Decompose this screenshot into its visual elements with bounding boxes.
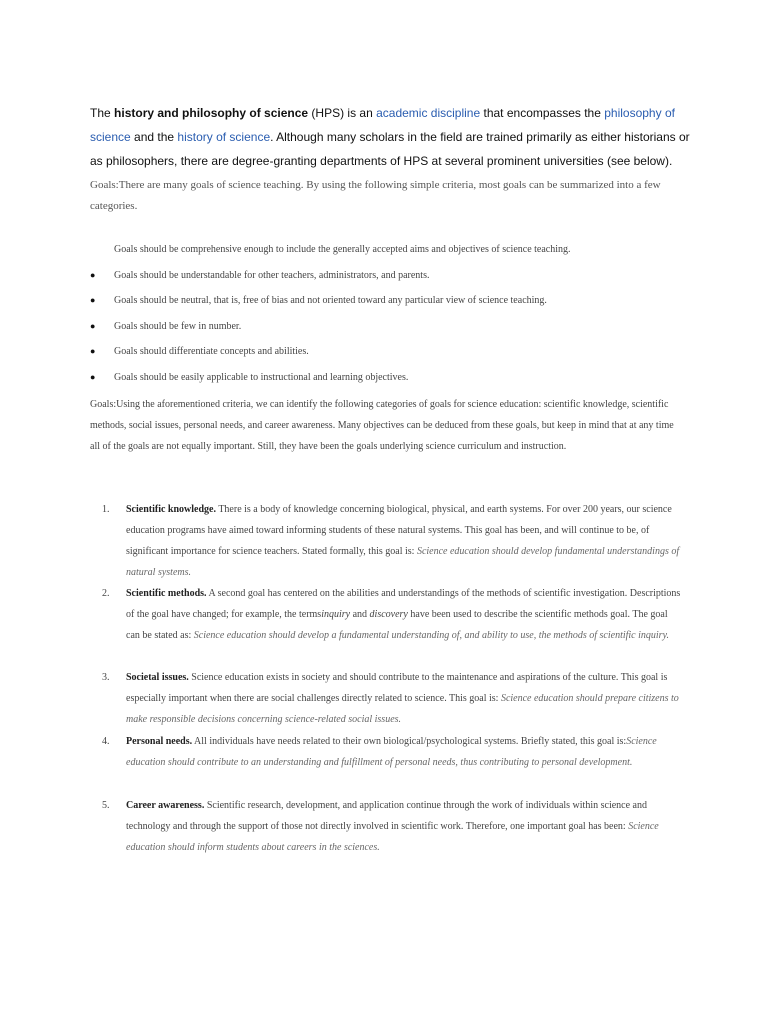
criteria-text: Goals should differentiate concepts and abilities. <box>114 346 309 357</box>
bullet-icon: ● <box>90 346 96 356</box>
item-title: Career awareness. <box>126 800 205 811</box>
item-text: and <box>350 609 370 620</box>
bullet-icon: ● <box>90 372 96 382</box>
item-body <box>126 731 682 773</box>
list-item <box>90 321 690 335</box>
item-title: Personal needs. <box>126 736 193 747</box>
list-item <box>90 270 690 284</box>
criteria-text: Goals should be neutral, that is, free of bias and not oriented toward any particular view of science teaching. <box>114 295 547 306</box>
item-text: All individuals have needs related to their own biological/psychological systems. Briefly stated, this goal is: <box>192 736 627 747</box>
list-item <box>90 244 690 258</box>
item-number: 1. <box>102 504 110 515</box>
item-title: Scientific knowledge. <box>126 504 216 515</box>
philosophy-of-science-link[interactable]: philosophy of science <box>90 106 675 144</box>
criteria-text: Goals should be comprehensive enough to include the generally accepted aims and objectives of science teaching. <box>114 244 571 255</box>
item-statement: Science education should inform students about careers in the sciences. <box>126 821 659 853</box>
item-title: Societal issues. <box>126 672 189 683</box>
item-text: Scientific research, development, and application continue through the work of individuals within science and technology and through the support of those not directly involved in scientific work. Therefore, one important goal has been: <box>126 800 647 832</box>
bullet-icon: ● <box>90 270 96 280</box>
intro-encompasses: that encompasses the <box>480 106 605 120</box>
intro-rest: . Although many scholars in the field are trained primarily as either historians or as philosophers, there are degree-granting departments of HPS at several prominent universities (see below). <box>90 130 690 168</box>
item-body <box>126 795 682 858</box>
item-body <box>126 583 682 646</box>
item-statement: Science education should develop a fundamental understanding of, and ability to use, the methods of scientific inquiry. <box>193 630 669 641</box>
item-number: 4. <box>102 736 110 747</box>
bullet-icon: ● <box>90 295 96 305</box>
hps-bold-term: history and philosophy of science <box>114 106 309 120</box>
item-text: Science education exists in society and should contribute to the maintenance and aspirations of the culture. This goal is especially important when there are social challenges directly related to science. This goal is: <box>126 672 668 704</box>
item-italic-term: discovery <box>369 609 408 620</box>
item-body <box>126 499 682 583</box>
list-item <box>90 295 690 309</box>
list-item <box>90 372 690 386</box>
item-text: have been used to describe the scientific methods goal. The goal can be stated as: <box>126 609 668 641</box>
bullet-icon: ● <box>90 321 96 331</box>
item-number: 3. <box>102 672 110 683</box>
intro-the: The <box>90 106 111 120</box>
criteria-text: Goals should be few in number. <box>114 321 242 332</box>
goals-intro-paragraph: Goals:There are many goals of science teaching. By using the following simple criteria, most goals can be summarized into a few categories. <box>90 179 661 212</box>
history-of-science-link[interactable]: history of science <box>177 130 271 144</box>
academic-discipline-link[interactable]: academic discipline <box>376 106 481 120</box>
item-statement: Science education should develop fundamental understandings of natural systems. <box>126 546 680 578</box>
intro-paragraph <box>90 101 690 173</box>
item-statement: Science education should contribute to an understanding and fulfillment of personal needs, thus contributing to personal development. <box>126 736 657 768</box>
item-number: 2. <box>102 588 110 599</box>
intro-and-the: and the <box>130 130 178 144</box>
item-body <box>126 667 682 730</box>
item-statement: Science education should prepare citizens to make responsible decisions concerning science-related social issues. <box>126 693 679 725</box>
item-text: A second goal has centered on the abilities and understandings of the methods of scientific investigation. Descriptions of the goal have changed; for example, the terms <box>126 588 681 620</box>
item-text: There is a body of knowledge concerning biological, physical, and earth systems. For over 200 years, our science education programs have aimed toward informing students of these natural systems. This goal has been, and will continue to be, of significant importance for science teachers. Stated formally, this goal is: <box>126 504 672 557</box>
item-title: Scientific methods. <box>126 588 207 599</box>
intro-hps-abbrev: (HPS) is an <box>308 106 377 120</box>
criteria-text: Goals should be easily applicable to instructional and learning objectives. <box>114 372 409 383</box>
item-italic-term: inquiry <box>321 609 351 620</box>
item-number: 5. <box>102 800 110 811</box>
list-item <box>90 346 690 360</box>
goals-categories-paragraph: Goals:Using the aforementioned criteria, we can identify the following categories of goals for science education: scientific knowledge, scientific methods, social issues, personal needs, and career awareness. Many objectives can be deduced from these goals, but keep in mind that at any time all of the goals are not equally important. Still, they have been the goals underlying science curriculum and instruction. <box>90 399 674 452</box>
criteria-text: Goals should be understandable for other teachers, administrators, and parents. <box>114 270 430 281</box>
